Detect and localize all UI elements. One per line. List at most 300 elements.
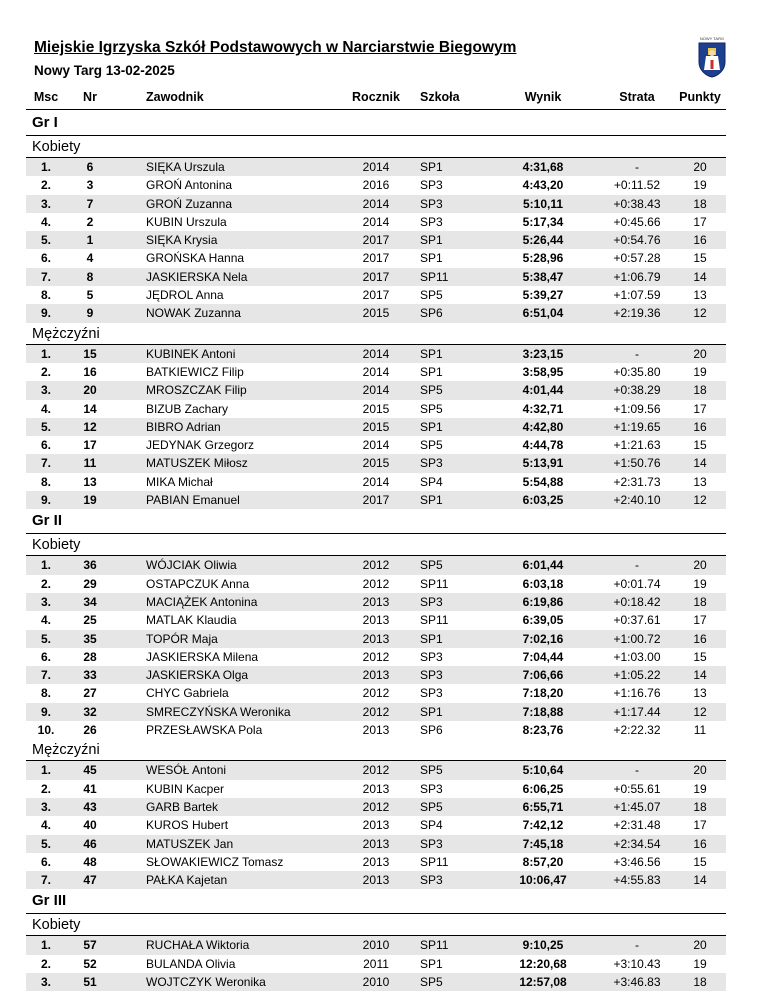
- document-subtitle: Nowy Targ 13-02-2025: [34, 63, 175, 78]
- cell-points: 19: [693, 956, 707, 971]
- cell-bib: 8: [86, 269, 94, 284]
- header-year: Rocznik: [352, 90, 400, 104]
- cell-school: SP5: [420, 438, 443, 453]
- cell-gap: +0:01.74: [613, 576, 661, 591]
- cell-school: SP3: [420, 781, 443, 796]
- cell-gap: +1:19.65: [613, 419, 661, 434]
- cell-school: SP1: [420, 493, 443, 508]
- cell-place: 8.: [40, 686, 51, 701]
- cell-result: 7:42,12: [522, 818, 564, 833]
- cell-bib: 33: [83, 668, 97, 683]
- cell-points: 11: [693, 723, 707, 738]
- cell-gap: +0:38.43: [613, 196, 661, 211]
- cell-gap: +3:46.83: [613, 974, 661, 989]
- cell-birth-year: 2014: [362, 196, 390, 211]
- header-name: Zawodnik: [146, 90, 204, 104]
- city-crest-logo: [697, 36, 727, 78]
- cell-school: SP3: [420, 214, 443, 229]
- cell-bib: 1: [86, 233, 94, 248]
- cell-result: 4:43,20: [522, 178, 564, 193]
- cell-gap: +0:11.52: [613, 178, 661, 193]
- table-row: [26, 436, 726, 454]
- cell-place: 7.: [40, 269, 51, 284]
- cell-points: 18: [693, 196, 707, 211]
- cell-bib: 25: [83, 613, 97, 628]
- cell-points: 16: [693, 419, 707, 434]
- cell-birth-year: 2013: [362, 631, 390, 646]
- cell-place: 2.: [40, 576, 51, 591]
- table-row: [26, 721, 726, 739]
- cell-gap: +3:46.56: [613, 854, 661, 869]
- header-gap: Strata: [619, 90, 655, 104]
- cell-gap: +0:37.61: [613, 613, 661, 628]
- cell-result: 4:44,78: [522, 438, 564, 453]
- cell-birth-year: 2012: [362, 576, 390, 591]
- cell-place: 5.: [40, 419, 51, 434]
- cell-birth-year: 2014: [362, 364, 390, 379]
- cell-athlete-name: JASKIERSKA Nela: [146, 269, 248, 284]
- document-title: Miejskie Igrzyska Szkół Podstawowych w Narciarstwie Biegowym: [34, 39, 517, 56]
- cell-birth-year: 2012: [362, 558, 390, 573]
- cell-gap: +1:03.00: [613, 649, 661, 664]
- group-heading: Gr III: [26, 889, 726, 914]
- cell-athlete-name: MATUSZEK Miłosz: [146, 456, 248, 471]
- cell-school: SP1: [420, 704, 443, 719]
- table-header: [26, 90, 726, 110]
- cell-points: 15: [693, 854, 707, 869]
- cell-result: 4:42,80: [522, 419, 564, 434]
- cell-place: 1.: [40, 160, 51, 174]
- cell-school: SP4: [420, 818, 443, 833]
- cell-school: SP1: [420, 233, 443, 248]
- cell-bib: 3: [86, 178, 94, 193]
- cell-bib: 7: [86, 196, 94, 211]
- cell-school: SP6: [420, 723, 443, 738]
- cell-place: 3.: [40, 974, 51, 989]
- cell-athlete-name: KUROS Hubert: [146, 818, 229, 833]
- cell-points: 12: [693, 704, 707, 719]
- cell-place: 6.: [40, 438, 51, 453]
- cell-points: 16: [693, 233, 707, 248]
- cell-athlete-name: MACIĄŻEK Antonina: [146, 594, 258, 609]
- table-row: [26, 973, 726, 991]
- table-row: [26, 955, 726, 973]
- cell-bib: 52: [83, 956, 97, 971]
- cell-result: 9:10,25: [522, 938, 564, 953]
- cell-place: 5.: [40, 233, 51, 248]
- cell-result: 4:31,68: [522, 160, 564, 174]
- cell-points: 19: [693, 364, 707, 379]
- cell-gap: +0:54.76: [613, 233, 661, 248]
- cell-birth-year: 2017: [362, 288, 390, 303]
- cell-result: 6:55,71: [522, 799, 564, 814]
- cell-result: 6:06,25: [522, 781, 564, 796]
- table-row: [26, 798, 726, 816]
- cell-athlete-name: MATLAK Klaudia: [146, 613, 237, 628]
- cell-athlete-name: GROŃSKA Hanna: [146, 251, 245, 266]
- cell-athlete-name: GROŃ Antonina: [146, 178, 233, 193]
- cell-points: 19: [693, 178, 707, 193]
- table-row: [26, 249, 726, 267]
- cell-gap: +1:21.63: [613, 438, 661, 453]
- cell-school: SP3: [420, 873, 443, 888]
- cell-place: 7.: [40, 873, 51, 888]
- cell-school: SP1: [420, 419, 443, 434]
- header-points: Punkty: [679, 90, 721, 104]
- crest-shield-icon: [698, 42, 726, 78]
- table-row: [26, 454, 726, 472]
- cell-bib: 41: [83, 781, 97, 796]
- cell-school: SP11: [420, 938, 449, 953]
- cell-result: 6:19,86: [522, 594, 564, 609]
- table-row: [26, 666, 726, 684]
- cell-athlete-name: PABIAN Emanuel: [146, 493, 240, 508]
- cell-place: 2.: [40, 178, 51, 193]
- cell-gap: +0:18.42: [613, 594, 661, 609]
- cell-place: 9.: [40, 704, 51, 719]
- cell-athlete-name: PRZESŁAWSKA Pola: [146, 723, 263, 738]
- table-row: [26, 491, 726, 509]
- cell-place: 5.: [40, 836, 51, 851]
- cell-points: 12: [693, 306, 707, 321]
- cell-birth-year: 2014: [362, 160, 390, 174]
- cell-bib: 13: [83, 474, 97, 489]
- cell-points: 17: [693, 613, 707, 628]
- cell-result: 7:45,18: [522, 836, 564, 851]
- cell-result: 12:20,68: [519, 956, 567, 971]
- group-heading: Gr I: [26, 111, 726, 136]
- cell-athlete-name: MATUSZEK Jan: [146, 836, 234, 851]
- table-row: [26, 816, 726, 834]
- cell-school: SP1: [420, 956, 443, 971]
- section-heading: Mężczyźni: [26, 739, 726, 761]
- results-table: [26, 111, 726, 991]
- cell-birth-year: 2016: [362, 178, 390, 193]
- table-row: [26, 556, 726, 574]
- cell-bib: 9: [86, 306, 94, 321]
- cell-school: SP5: [420, 799, 443, 814]
- cell-birth-year: 2013: [362, 668, 390, 683]
- cell-points: 16: [693, 631, 707, 646]
- cell-birth-year: 2015: [362, 456, 390, 471]
- cell-bib: 26: [83, 723, 97, 738]
- table-row: [26, 853, 726, 871]
- cell-athlete-name: PAŁKA Kajetan: [146, 873, 228, 888]
- cell-gap: -: [635, 763, 639, 778]
- cell-birth-year: 2013: [362, 613, 390, 628]
- cell-athlete-name: MIKA Michał: [146, 474, 213, 489]
- cell-gap: +2:19.36: [613, 306, 661, 321]
- cell-school: SP3: [420, 594, 443, 609]
- cell-school: SP1: [420, 631, 443, 646]
- cell-bib: 36: [83, 558, 97, 573]
- cell-gap: +2:40.10: [613, 493, 661, 508]
- cell-athlete-name: MROSZCZAK Filip: [146, 383, 247, 398]
- cell-place: 1.: [40, 763, 51, 778]
- cell-points: 15: [693, 251, 707, 266]
- crest-label: NOWY TARG: [699, 36, 725, 41]
- cell-result: 10:06,47: [519, 873, 567, 888]
- cell-athlete-name: CHYC Gabriela: [146, 686, 229, 701]
- cell-birth-year: 2017: [362, 251, 390, 266]
- cell-school: SP11: [420, 613, 449, 628]
- cell-result: 6:03,25: [522, 493, 564, 508]
- cell-birth-year: 2012: [362, 704, 390, 719]
- cell-place: 9.: [40, 493, 51, 508]
- cell-points: 12: [693, 493, 707, 508]
- cell-points: 15: [693, 649, 707, 664]
- cell-place: 4.: [40, 214, 51, 229]
- table-row: [26, 400, 726, 418]
- cell-bib: 16: [83, 364, 97, 379]
- table-row: [26, 213, 726, 231]
- cell-athlete-name: JASKIERSKA Olga: [146, 668, 249, 683]
- cell-birth-year: 2017: [362, 493, 390, 508]
- cell-school: SP5: [420, 558, 443, 573]
- header-nr: Nr: [83, 90, 97, 104]
- cell-bib: 19: [83, 493, 97, 508]
- cell-birth-year: 2012: [362, 686, 390, 701]
- cell-gap: -: [635, 938, 639, 953]
- cell-gap: +1:05.22: [613, 668, 661, 683]
- cell-result: 6:51,04: [522, 306, 564, 321]
- cell-birth-year: 2015: [362, 306, 390, 321]
- cell-birth-year: 2017: [362, 269, 390, 284]
- table-row: [26, 304, 726, 322]
- cell-place: 7.: [40, 668, 51, 683]
- cell-birth-year: 2017: [362, 233, 390, 248]
- cell-school: SP11: [420, 854, 449, 869]
- cell-athlete-name: SŁOWAKIEWICZ Tomasz: [146, 854, 284, 869]
- cell-birth-year: 2010: [362, 938, 390, 953]
- cell-bib: 35: [83, 631, 97, 646]
- cell-bib: 47: [83, 873, 97, 888]
- table-row: [26, 418, 726, 436]
- cell-points: 14: [693, 668, 707, 683]
- cell-school: SP3: [420, 649, 443, 664]
- cell-result: 5:54,88: [522, 474, 564, 489]
- cell-athlete-name: JASKIERSKA Milena: [146, 649, 259, 664]
- cell-athlete-name: OSTAPCZUK Anna: [146, 576, 250, 591]
- cell-place: 1.: [40, 346, 51, 361]
- cell-athlete-name: NOWAK Zuzanna: [146, 306, 241, 321]
- cell-bib: 51: [83, 974, 97, 989]
- cell-athlete-name: RUCHAŁA Wiktoria: [146, 938, 250, 953]
- cell-points: 18: [693, 799, 707, 814]
- cell-place: 4.: [40, 613, 51, 628]
- table-row: [26, 176, 726, 194]
- cell-bib: 57: [83, 938, 97, 953]
- table-row: [26, 780, 726, 798]
- cell-birth-year: 2014: [362, 438, 390, 453]
- cell-result: 7:06,66: [522, 668, 564, 683]
- cell-place: 8.: [40, 288, 51, 303]
- cell-bib: 48: [83, 854, 97, 869]
- cell-birth-year: 2013: [362, 781, 390, 796]
- cell-result: 5:13,91: [522, 456, 564, 471]
- table-row: [26, 473, 726, 491]
- cell-points: 14: [693, 456, 707, 471]
- cell-result: 6:39,05: [522, 613, 564, 628]
- cell-points: 17: [693, 214, 707, 229]
- cell-school: SP1: [420, 364, 443, 379]
- cell-gap: +2:22.32: [613, 723, 661, 738]
- cell-points: 20: [693, 160, 707, 174]
- cell-points: 14: [693, 269, 707, 284]
- cell-result: 5:38,47: [522, 269, 564, 284]
- cell-birth-year: 2013: [362, 723, 390, 738]
- cell-gap: +1:07.59: [613, 288, 661, 303]
- table-row: [26, 684, 726, 702]
- cell-school: SP3: [420, 178, 443, 193]
- cell-birth-year: 2014: [362, 383, 390, 398]
- cell-place: 3.: [40, 594, 51, 609]
- cell-gap: +4:55.83: [613, 873, 661, 888]
- cell-result: 12:57,08: [519, 974, 567, 989]
- table-row: [26, 158, 726, 176]
- cell-result: 7:18,88: [522, 704, 564, 719]
- cell-birth-year: 2011: [363, 956, 389, 971]
- cell-birth-year: 2012: [362, 763, 390, 778]
- cell-result: 7:04,44: [522, 649, 564, 664]
- cell-school: SP4: [420, 474, 443, 489]
- cell-result: 6:03,18: [522, 576, 564, 591]
- cell-birth-year: 2015: [362, 419, 390, 434]
- cell-place: 2.: [40, 781, 51, 796]
- cell-result: 3:23,15: [522, 346, 564, 361]
- cell-bib: 12: [83, 419, 97, 434]
- cell-birth-year: 2013: [362, 854, 390, 869]
- cell-place: 8.: [40, 474, 51, 489]
- cell-birth-year: 2013: [362, 594, 390, 609]
- cell-athlete-name: BULANDA Olivia: [146, 956, 236, 971]
- cell-birth-year: 2015: [362, 401, 390, 416]
- cell-gap: +0:38.29: [613, 383, 661, 398]
- table-row: [26, 593, 726, 611]
- table-row: [26, 611, 726, 629]
- cell-bib: 17: [83, 438, 97, 453]
- cell-result: 5:10,64: [522, 763, 564, 778]
- cell-result: 5:17,34: [522, 214, 564, 229]
- header-msc: Msc: [33, 90, 59, 104]
- cell-birth-year: 2010: [362, 974, 390, 989]
- cell-result: 8:57,20: [522, 854, 564, 869]
- table-row: [26, 231, 726, 249]
- cell-gap: +2:31.73: [613, 474, 661, 489]
- cell-result: 7:18,20: [522, 686, 564, 701]
- cell-birth-year: 2014: [362, 346, 390, 361]
- cell-school: SP1: [420, 160, 443, 174]
- table-row: [26, 871, 726, 889]
- cell-birth-year: 2013: [362, 873, 390, 888]
- table-row: [26, 286, 726, 304]
- cell-place: 3.: [40, 383, 51, 398]
- table-row: [26, 345, 726, 363]
- cell-points: 14: [693, 873, 707, 888]
- table-row: [26, 381, 726, 399]
- cell-points: 13: [693, 686, 707, 701]
- cell-gap: -: [635, 160, 639, 174]
- cell-school: SP1: [420, 346, 443, 361]
- cell-result: 4:01,44: [522, 383, 564, 398]
- cell-points: 17: [693, 818, 707, 833]
- cell-place: 1.: [40, 938, 51, 953]
- cell-athlete-name: GARB Bartek: [146, 799, 219, 814]
- cell-bib: 14: [83, 401, 97, 416]
- cell-athlete-name: SMRECZYŃSKA Weronika: [146, 704, 291, 719]
- cell-birth-year: 2013: [362, 818, 390, 833]
- cell-points: 13: [693, 288, 707, 303]
- cell-bib: 4: [86, 251, 94, 266]
- cell-gap: +1:17.44: [613, 704, 661, 719]
- cell-gap: +1:09.56: [613, 401, 661, 416]
- cell-athlete-name: KUBIN Urszula: [146, 214, 227, 229]
- cell-points: 20: [693, 763, 707, 778]
- cell-bib: 11: [83, 456, 97, 471]
- cell-bib: 40: [83, 818, 97, 833]
- cell-school: SP3: [420, 686, 443, 701]
- cell-school: SP5: [420, 383, 443, 398]
- cell-result: 7:02,16: [522, 631, 564, 646]
- cell-school: SP5: [420, 763, 443, 778]
- cell-place: 2.: [40, 956, 51, 971]
- cell-bib: 6: [86, 160, 94, 174]
- cell-athlete-name: TOPÓR Maja: [146, 631, 218, 646]
- cell-gap: -: [635, 346, 639, 361]
- cell-bib: 28: [83, 649, 97, 664]
- cell-place: 4.: [40, 818, 51, 833]
- cell-gap: +0:45.66: [613, 214, 661, 229]
- cell-points: 15: [693, 438, 707, 453]
- cell-school: SP1: [420, 251, 443, 266]
- cell-athlete-name: WOJTCZYK Weronika: [146, 974, 266, 989]
- cell-place: 6.: [40, 854, 51, 869]
- cell-gap: +1:00.72: [613, 631, 661, 646]
- table-row: [26, 703, 726, 721]
- cell-place: 7.: [40, 456, 51, 471]
- cell-gap: -: [635, 558, 639, 573]
- cell-bib: 27: [83, 686, 97, 701]
- table-row: [26, 936, 726, 954]
- cell-bib: 15: [83, 346, 97, 361]
- cell-place: 3.: [40, 799, 51, 814]
- cell-athlete-name: SIĘKA Krysia: [146, 233, 218, 248]
- cell-gap: +3:10.43: [613, 956, 661, 971]
- cell-result: 5:10,11: [522, 196, 564, 211]
- cell-bib: 2: [86, 214, 94, 229]
- cell-athlete-name: BIZUB Zachary: [146, 401, 229, 416]
- table-row: [26, 648, 726, 666]
- table-row: [26, 195, 726, 213]
- cell-place: 9.: [40, 306, 51, 321]
- cell-athlete-name: BATKIEWICZ Filip: [146, 364, 244, 379]
- cell-school: SP3: [420, 668, 443, 683]
- cell-place: 6.: [40, 649, 51, 664]
- cell-points: 20: [693, 346, 707, 361]
- cell-gap: +1:06.79: [613, 269, 661, 284]
- cell-school: SP3: [420, 836, 443, 851]
- cell-result: 5:39,27: [522, 288, 564, 303]
- cell-place: 6.: [40, 251, 51, 266]
- table-row: [26, 575, 726, 593]
- table-row: [26, 268, 726, 286]
- cell-points: 13: [693, 474, 707, 489]
- cell-place: 1.: [40, 558, 51, 573]
- cell-gap: +2:31.48: [613, 818, 661, 833]
- header-result: Wynik: [524, 90, 562, 104]
- section-heading: Kobiety: [26, 914, 726, 936]
- section-heading: Mężczyźni: [26, 323, 726, 345]
